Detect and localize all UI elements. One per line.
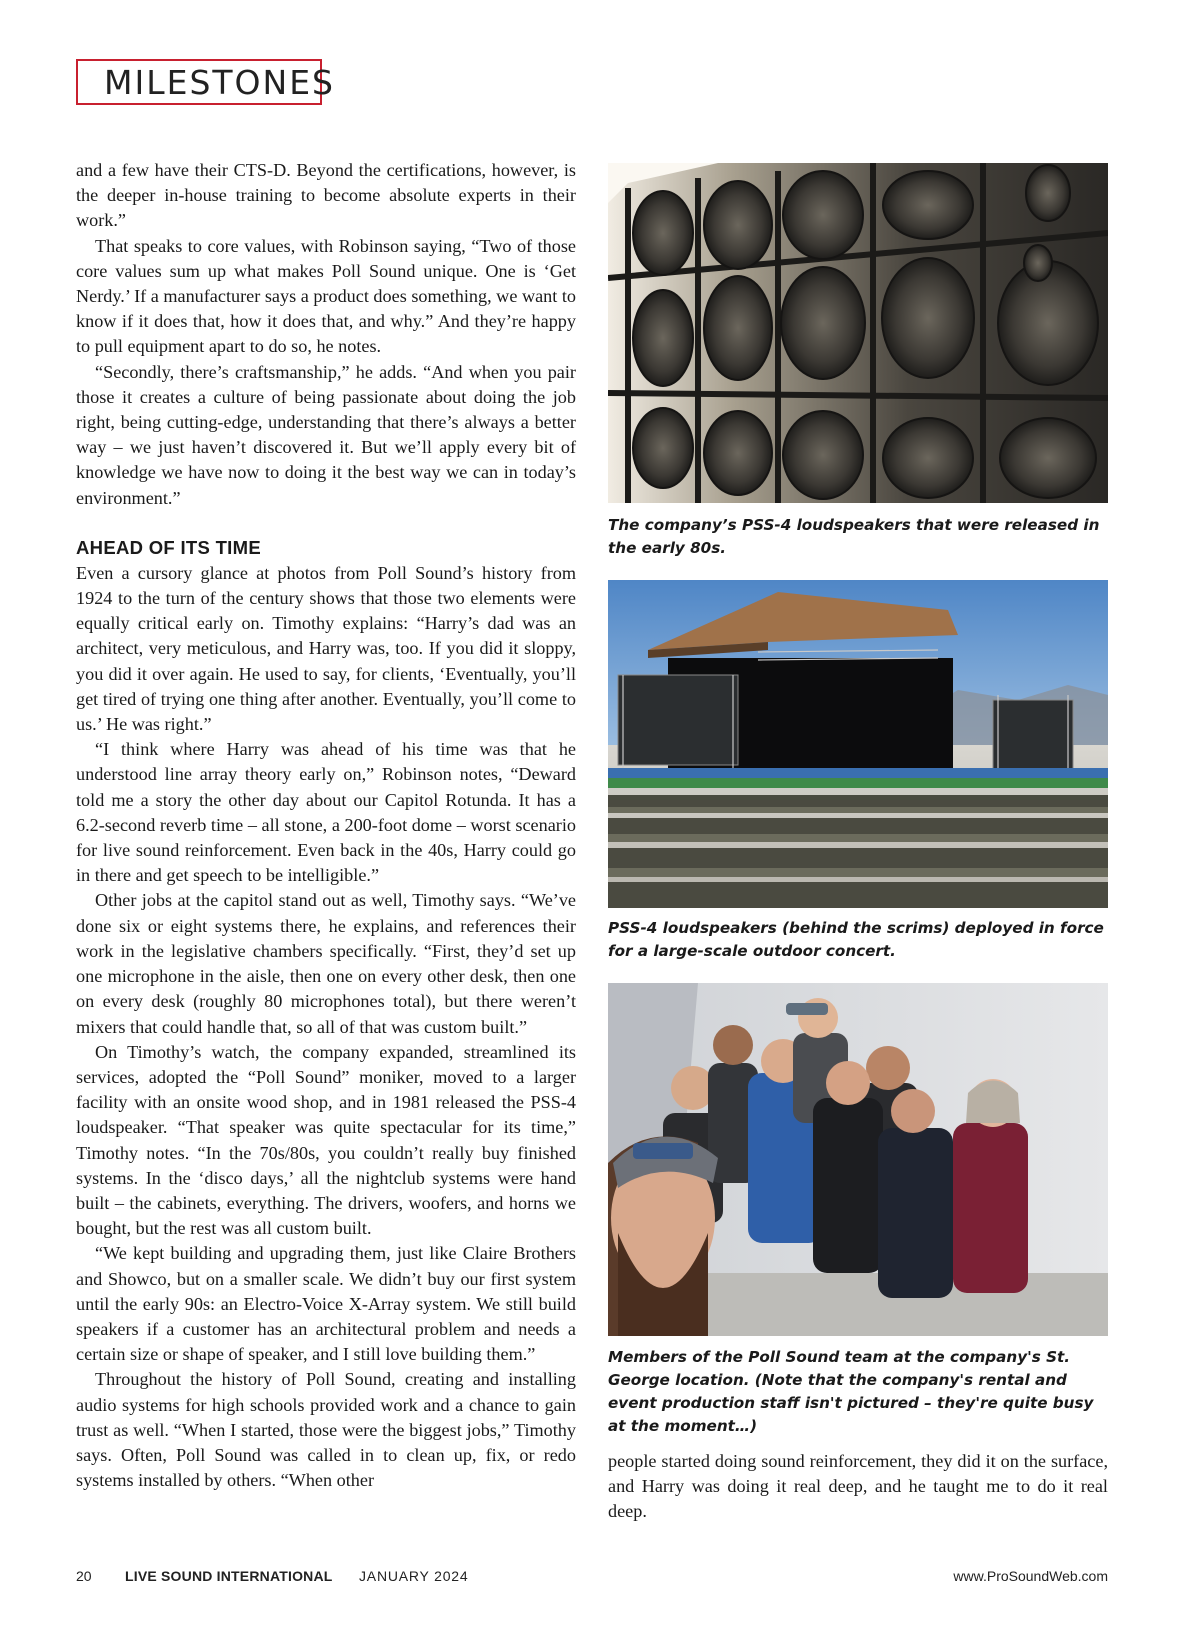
article-right-column [608,1449,1108,1525]
paragraph: That speaks to core values, with Robinson saying, “Two of those core values sum up what makes Poll Sound unique. One is ‘Get Nerdy.’ If a manufacturer says a product does something, we want to know if it does that, how it does that, and why.” And they’re happy to pull equipment apart to do so, he notes. [76,235,576,357]
paragraph: “I think where Harry was ahead of his time was that he understood line array theory early on,” Robinson notes, “Deward told me a story the other day about our Capitol Rotunda. It has a 6.2-second reverb time – all stone, a 200-foot dome – worst scenario for live sound reinforcement. Even back in the 40s, Harry could go in there and get speech to be intelligible.” [76,739,576,886]
paragraph: Other jobs at the capitol stand out as well, Timothy says. “We’ve done six or eight systems there, he explains, and references their work in the legislative chambers specifically. “First, they’d set up one microphone in the aisle, then one on every other desk, then one on every desk (roughly 80 microphones total), but there weren’t mixers that could handle that, so all of that was custom built.” [76,890,576,1037]
paragraph: Even a cursory glance at photos from Poll Sound’s history from 1924 to the turn of the century shows that those two elements were equally critical early on. Timothy explains: “Harry’s dad was an architect, very meticulous, and Harry was, too. If you did it sloppy, you did it over again. He used to say, for clients, ‘Eventually, you’ll get tired of trying one thing after another. Eventually, you’ll come to us.’ He was right.” [76,562,576,735]
team-photo [608,983,1108,1336]
paragraph: “We kept building and upgrading them, just like Claire Brothers and Showco, but on a smaller scale. We didn’t buy our first system until the early 90s: an Electro-Voice X-Array system. We still build speakers if a customer has an architectural problem and needs a certain size or shape of speaker, and I still love building them.” [76,1243,576,1365]
speakers-caption: The company’s PSS-4 loudspeakers that were released in the early 80s. [608,516,1100,557]
team-caption: Members of the Poll Sound team at the company's St. George location. (Note that the company's rental and event production staff isn't pictured – they're quite busy at the moment…) [608,1348,1094,1435]
issue-date: JANUARY 2024 [359,1568,469,1584]
page-footer [76,1568,1108,1592]
paragraph: On Timothy’s watch, the company expanded, streamlined its services, adopted the “Poll Sound” moniker, moved to a larger facility with an onsite wood shop, and in 1981 released the PSS-4 loudspeaker. “That speaker was quite spectacular for its time,” Timothy notes. “In the 70s/80s, you couldn’t really buy finished systems. In the ‘disco days,’ all the nightclub systems were hand built – the cabinets, everything. The drivers, woofers, and horns we bought, but the rest was all custom built. [76,1041,576,1239]
website-link[interactable]: www.ProSoundWeb.com [953,1568,1108,1584]
paragraph: people started doing sound reinforcement, they did it on the surface, and Harry was doing it real deep, and he taught me to do it real deep. [608,1451,1108,1522]
paragraph: “Secondly, there’s craftsmanship,” he adds. “And when you pair those it creates a culture of being passionate about doing the job right, being cutting-edge, understanding that there’s always a better way – we just haven’t discovered it. But we’ll apply every bit of knowledge we have now to doing it the best way we can in today’s environment.” [76,361,576,508]
paragraph: Throughout the history of Poll Sound, creating and installing audio systems for high schools provided work and a chance to gain trust as well. “When I started, those were the biggest jobs,” Timothy says. Often, Poll Sound was called in to clean up, fix, or redo systems installed by others. “When other [76,1369,576,1491]
article-left-column [76,158,576,1493]
speakers-photo [608,163,1108,503]
publication-name: LIVE SOUND INTERNATIONAL [125,1568,333,1584]
section-label: MILESTONES [76,59,322,105]
section-heading: AHEAD OF ITS TIME [76,536,261,558]
paragraph: and a few have their CTS-D. Beyond the certifications, however, is the deeper in-house training to become absolute experts in their work.” [76,160,576,231]
stage-photo [608,580,1108,908]
page-number: 20 [76,1568,92,1584]
stage-caption: PSS-4 loudspeakers (behind the scrims) deployed in force for a large-scale outdoor concert. [608,919,1104,960]
